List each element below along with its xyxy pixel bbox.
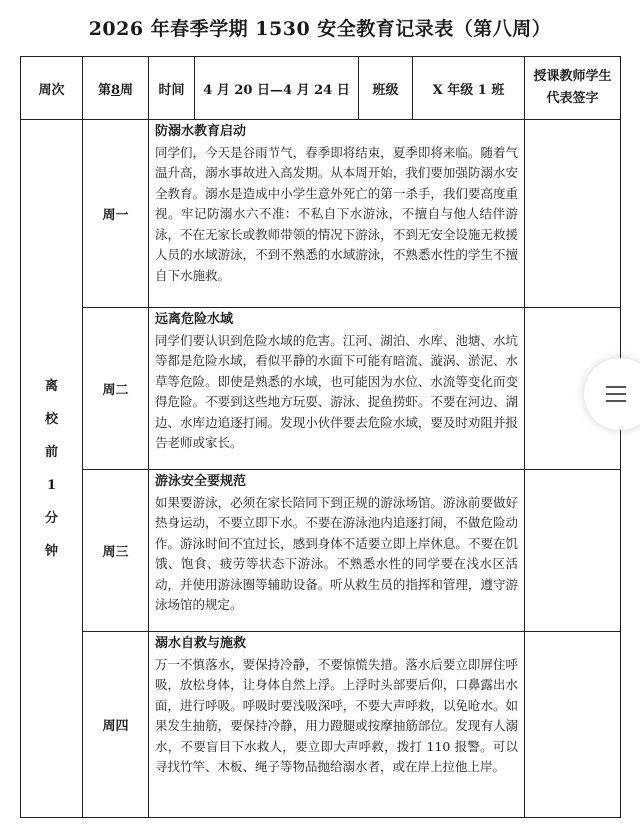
week-label-cell: [21, 57, 83, 120]
content-body: 同学们要认识到危险水域的危害。江河、湖泊、水库、池塘、水坑等都是危险水域，看似平静的水面下可能有暗流、漩涡、淤泥、水草等危险。即使是熟悉的水域，也可能因为水位、水流等变化而变得危险。不要到这些地方玩耍、游泳、捉鱼捞虾。不要在河边、湖边、水库边追逐打闹。发现小伙伴要去危险水域，要及时劝阻并报告老师或家长。: [155, 332, 518, 450]
day-row-wed: [21, 470, 621, 632]
week-value-cell: [83, 57, 149, 120]
day-label: 周四: [102, 719, 129, 734]
day-cell: [83, 470, 149, 632]
week-prefix: 第: [97, 82, 111, 98]
class-value-cell: [413, 57, 525, 120]
sign-label-cell: [525, 57, 621, 120]
content-title: 远离危险水域: [155, 312, 234, 327]
content-cell: [149, 632, 525, 818]
content-title: 游泳安全要规范: [155, 474, 247, 489]
class-value: X 年级 1 班: [432, 82, 505, 98]
section-label-cell: [21, 120, 83, 818]
day-cell: [83, 308, 149, 470]
menu-line: [606, 393, 626, 395]
section-label-char: 1: [46, 477, 57, 493]
day-cell: [83, 120, 149, 308]
time-value-cell: [195, 57, 359, 120]
sign-label: 授课教师学生代表签字: [533, 69, 612, 106]
class-label-cell: [359, 57, 413, 120]
time-label-cell: [149, 57, 195, 120]
content-body: 如果要游泳，必须在家长陪同下到正规的游泳场馆。游泳前要做好热身运动，不要立即下水。不要在游泳池内追逐打闹，不做危险动作。游泳时间不宜过长，感到身体不适要立即上岸休息。不要在饥饿、饱食、疲劳等状态下游泳。不熟悉水性的同学要在浅水区活动，并使用游泳圈等辅助设备。听从救生员的指挥和管理，遵守游泳场馆的规定。: [155, 494, 518, 612]
section-label-char: 离: [44, 378, 58, 394]
content-cell: [149, 470, 525, 632]
content-title: 溺水自救与施救: [155, 636, 247, 651]
day-row-tue: [21, 308, 621, 470]
content-body: 同学们，今天是谷雨节气，春季即将结束，夏季即将来临。随着气温升高，溺水事故进入高发期。从本周开始，我们要加强防溺水安全教育。溺水是造成中小学生意外死亡的第一杀手，我们要高度重视。牢记防溺水六不准：不私自下水游泳，不擅自与他人结伴游泳，不在无家长或教师带领的情况下游泳，不到无安全设施无救援人员的水域游泳，不到不熟悉的水域游泳，不熟悉水性的学生不擅自下水施救。: [155, 144, 518, 283]
menu-line: [606, 400, 626, 402]
section-label-char: 分: [44, 510, 58, 526]
content-cell: [149, 308, 525, 470]
day-row-mon: [21, 120, 621, 308]
section-label-char: 钟: [44, 543, 58, 559]
section-label-char: 校: [44, 411, 58, 427]
class-label: 班级: [372, 82, 399, 98]
week-label: 周次: [38, 82, 65, 98]
content-body: 万一不慎落水，要保持冷静，不要惊慌失措。落水后要立即屏住呼吸，放松身体，让身体自然上浮。上浮时头部要后仰，口鼻露出水面，进行呼吸。呼吸时要浅吸深呼，不要大声呼救，以免呛水。如果发生抽筋，要保持冷静，用力蹬腿或按摩抽筋部位。发现有人溺水，不要盲目下水救人，要立即大声呼救，拨打 110 报警。可以寻找竹竿、木板、绳子等物品抛给溺水者，或在岸上拉他上岸。: [155, 656, 518, 774]
time-label: 时间: [158, 82, 185, 98]
day-label: 周三: [102, 545, 129, 560]
content-cell: [149, 120, 525, 308]
week-suffix: 周: [120, 82, 134, 98]
menu-line: [606, 386, 626, 388]
day-label: 周一: [102, 208, 129, 223]
week-number: 8: [110, 82, 121, 98]
day-cell: [83, 632, 149, 818]
record-table: [20, 56, 621, 818]
content-title: 防溺水教育启动: [155, 124, 247, 139]
header-row: [21, 57, 621, 120]
time-value: 4 月 20 日—4 月 24 日: [203, 82, 350, 98]
page-title: 2026 年春季学期 1530 安全教育记录表（第八周）: [88, 18, 552, 40]
day-label: 周二: [102, 383, 129, 398]
signature-cell: [525, 470, 621, 632]
section-label-char: 前: [44, 444, 58, 460]
signature-cell: [525, 120, 621, 308]
day-row-thu: [21, 632, 621, 818]
signature-cell: [525, 632, 621, 818]
